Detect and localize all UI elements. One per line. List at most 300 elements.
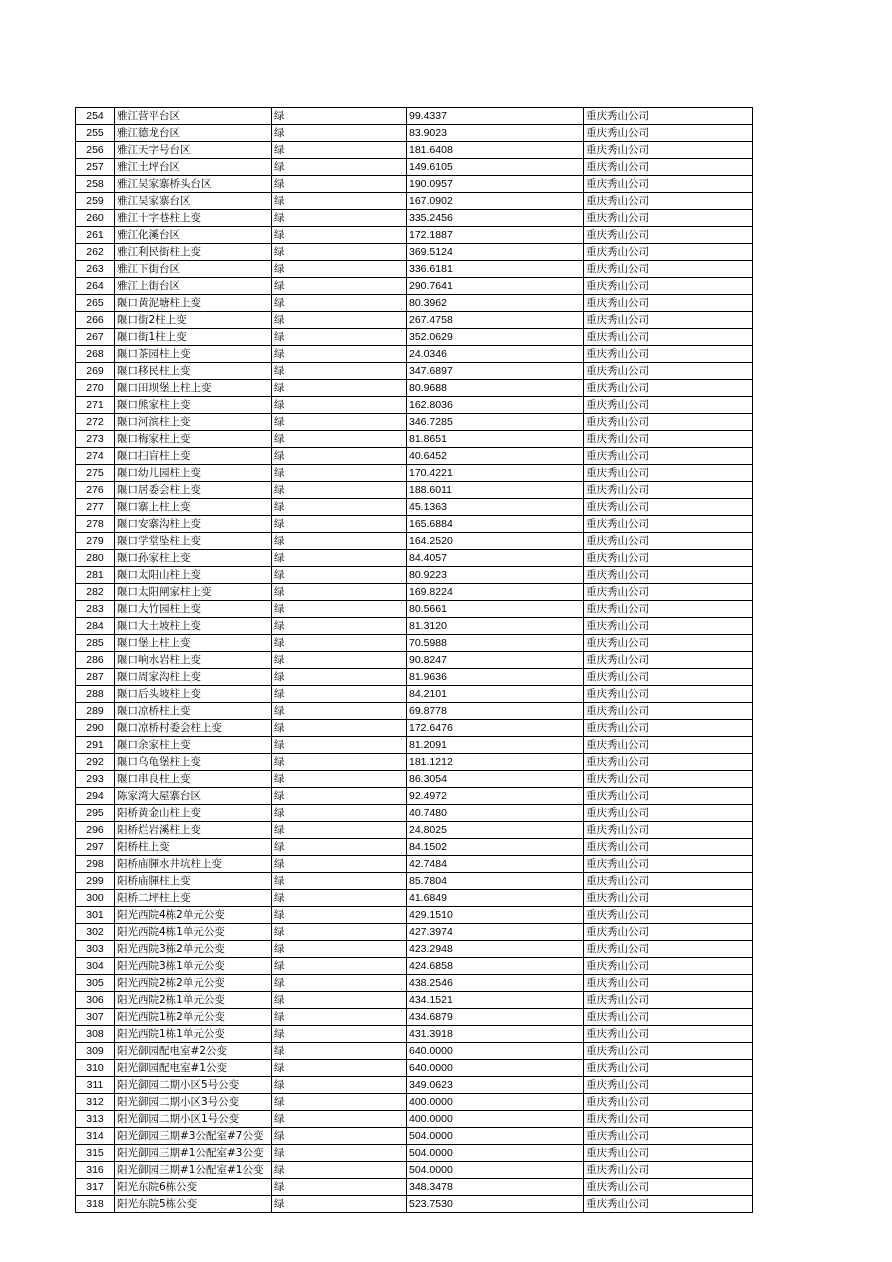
table-cell: 268 [76, 346, 115, 363]
table-row[interactable] [76, 635, 753, 652]
table-cell: 重庆秀山公司 [584, 652, 753, 669]
table-cell: 523.7530 [407, 1196, 584, 1213]
table-cell: 重庆秀山公司 [584, 907, 753, 924]
table-row[interactable] [76, 1162, 753, 1179]
table-row[interactable] [76, 278, 753, 295]
table-cell: 369.5124 [407, 244, 584, 261]
table-cell: 99.4337 [407, 108, 584, 125]
table-row[interactable] [76, 193, 753, 210]
table-row[interactable] [76, 737, 753, 754]
table-row[interactable] [76, 380, 753, 397]
table-row[interactable] [76, 958, 753, 975]
table-cell: 162.8036 [407, 397, 584, 414]
table-cell: 重庆秀山公司 [584, 584, 753, 601]
table-cell: 重庆秀山公司 [584, 533, 753, 550]
table-cell: 重庆秀山公司 [584, 448, 753, 465]
table-cell: 165.6884 [407, 516, 584, 533]
table-cell: 312 [76, 1094, 115, 1111]
table-cell: 重庆秀山公司 [584, 941, 753, 958]
table-cell: 284 [76, 618, 115, 635]
table-row[interactable] [76, 431, 753, 448]
table-row[interactable] [76, 788, 753, 805]
table-cell: 雅江十字巷柱上变 [115, 210, 272, 227]
table-cell: 重庆秀山公司 [584, 924, 753, 941]
table-cell: 雅江化溪台区 [115, 227, 272, 244]
table-cell: 重庆秀山公司 [584, 465, 753, 482]
table-cell: 重庆秀山公司 [584, 975, 753, 992]
table-cell: 绿 [272, 652, 407, 669]
table-cell: 310 [76, 1060, 115, 1077]
table-cell: 重庆秀山公司 [584, 159, 753, 176]
table-cell: 重庆秀山公司 [584, 499, 753, 516]
table-cell: 181.1212 [407, 754, 584, 771]
table-cell: 172.6476 [407, 720, 584, 737]
table-cell: 隁口梅家柱上变 [115, 431, 272, 448]
table-row[interactable] [76, 924, 753, 941]
table-row[interactable] [76, 669, 753, 686]
table-cell: 315 [76, 1145, 115, 1162]
table-row[interactable] [76, 686, 753, 703]
table-cell: 重庆秀山公司 [584, 754, 753, 771]
table-cell: 绿 [272, 1111, 407, 1128]
table-row[interactable] [76, 363, 753, 380]
table-row[interactable] [76, 1111, 753, 1128]
table-cell: 295 [76, 805, 115, 822]
table-cell: 重庆秀山公司 [584, 601, 753, 618]
table-cell: 84.4057 [407, 550, 584, 567]
table-row[interactable] [76, 533, 753, 550]
table-cell: 绿 [272, 839, 407, 856]
table-cell: 263 [76, 261, 115, 278]
table-cell: 291 [76, 737, 115, 754]
table-cell: 绿 [272, 176, 407, 193]
table-cell: 重庆秀山公司 [584, 1077, 753, 1094]
table-cell: 重庆秀山公司 [584, 363, 753, 380]
table-row[interactable] [76, 805, 753, 822]
table-cell: 绿 [272, 363, 407, 380]
table-row[interactable] [76, 414, 753, 431]
table-row[interactable] [76, 176, 753, 193]
table-cell: 绿 [272, 261, 407, 278]
table-row[interactable] [76, 822, 753, 839]
table-cell: 重庆秀山公司 [584, 737, 753, 754]
table-cell: 275 [76, 465, 115, 482]
table-row[interactable] [76, 1077, 753, 1094]
table-cell: 190.0957 [407, 176, 584, 193]
table-cell: 69.8778 [407, 703, 584, 720]
table-cell: 188.6011 [407, 482, 584, 499]
table-cell: 286 [76, 652, 115, 669]
table-cell: 336.6181 [407, 261, 584, 278]
table-row[interactable] [76, 975, 753, 992]
table-cell: 306 [76, 992, 115, 1009]
table-row[interactable] [76, 992, 753, 1009]
table-row[interactable] [76, 142, 753, 159]
table-cell: 阳光御园三期#1公配室#3公变 [115, 1145, 272, 1162]
table-cell: 272 [76, 414, 115, 431]
table-cell: 隁口后头坡柱上变 [115, 686, 272, 703]
table-cell: 264 [76, 278, 115, 295]
table-cell: 绿 [272, 584, 407, 601]
table-cell: 隁口凉桥柱上变 [115, 703, 272, 720]
table-cell: 438.2546 [407, 975, 584, 992]
table-cell: 24.0346 [407, 346, 584, 363]
table-row[interactable] [76, 482, 753, 499]
table-cell: 重庆秀山公司 [584, 567, 753, 584]
table-cell: 169.8224 [407, 584, 584, 601]
table-row[interactable] [76, 1196, 753, 1213]
table-cell: 重庆秀山公司 [584, 142, 753, 159]
table-cell: 重庆秀山公司 [584, 771, 753, 788]
table-cell: 绿 [272, 312, 407, 329]
table-cell: 423.2948 [407, 941, 584, 958]
table-cell: 283 [76, 601, 115, 618]
table-row[interactable] [76, 567, 753, 584]
table-cell: 305 [76, 975, 115, 992]
table-cell: 294 [76, 788, 115, 805]
table-row[interactable] [76, 516, 753, 533]
table-cell: 重庆秀山公司 [584, 227, 753, 244]
table-row[interactable] [76, 261, 753, 278]
table-row[interactable] [76, 397, 753, 414]
table-row[interactable] [76, 1026, 753, 1043]
table-cell: 90.8247 [407, 652, 584, 669]
table-row[interactable] [76, 618, 753, 635]
table-cell: 309 [76, 1043, 115, 1060]
table-cell: 雅江土坪台区 [115, 159, 272, 176]
table-cell: 阳光西院4栋1单元公变 [115, 924, 272, 941]
table-row[interactable] [76, 1043, 753, 1060]
table-cell: 重庆秀山公司 [584, 1060, 753, 1077]
table-cell: 271 [76, 397, 115, 414]
table-cell: 262 [76, 244, 115, 261]
table-cell: 重庆秀山公司 [584, 822, 753, 839]
table-cell: 427.3974 [407, 924, 584, 941]
table-cell: 重庆秀山公司 [584, 890, 753, 907]
table-cell: 81.2091 [407, 737, 584, 754]
table-row[interactable] [76, 295, 753, 312]
table-cell: 隁口黄泥塘柱上变 [115, 295, 272, 312]
table-cell: 重庆秀山公司 [584, 992, 753, 1009]
table-row[interactable] [76, 329, 753, 346]
table-cell: 绿 [272, 278, 407, 295]
table-cell: 绿 [272, 618, 407, 635]
table-cell: 绿 [272, 958, 407, 975]
table-cell: 重庆秀山公司 [584, 1043, 753, 1060]
table-cell: 雅江德龙台区 [115, 125, 272, 142]
table-cell: 300 [76, 890, 115, 907]
table-cell: 重庆秀山公司 [584, 635, 753, 652]
table-cell: 81.3120 [407, 618, 584, 635]
table-row[interactable] [76, 465, 753, 482]
table-cell: 隁口响水岩柱上变 [115, 652, 272, 669]
table-cell: 绿 [272, 465, 407, 482]
table-cell: 重庆秀山公司 [584, 550, 753, 567]
table-row[interactable] [76, 754, 753, 771]
table-row[interactable] [76, 601, 753, 618]
table-cell: 阳光御园三期#3公配室#7公变 [115, 1128, 272, 1145]
table-cell: 311 [76, 1077, 115, 1094]
table-cell: 400.0000 [407, 1111, 584, 1128]
table-cell: 255 [76, 125, 115, 142]
table-cell: 阳光御园配电室#1公变 [115, 1060, 272, 1077]
table-row[interactable] [76, 652, 753, 669]
table-cell: 重庆秀山公司 [584, 380, 753, 397]
table-cell: 80.3962 [407, 295, 584, 312]
table-row[interactable] [76, 1179, 753, 1196]
table-body [76, 108, 753, 1213]
table-cell: 隁口大土坡柱上变 [115, 618, 272, 635]
table-cell: 阳桥庙腪水井坑柱上变 [115, 856, 272, 873]
table-cell: 雅江吴家寨台区 [115, 193, 272, 210]
table-cell: 隁口串良柱上变 [115, 771, 272, 788]
table-cell: 重庆秀山公司 [584, 176, 753, 193]
table-row[interactable] [76, 1060, 753, 1077]
table-cell: 隁口熊家柱上变 [115, 397, 272, 414]
table-cell: 阳光御园二期小区1号公变 [115, 1111, 272, 1128]
table-cell: 绿 [272, 210, 407, 227]
table-cell: 隁口凉桥村委会柱上变 [115, 720, 272, 737]
table-cell: 阳光御园二期小区3号公变 [115, 1094, 272, 1111]
table-cell: 绿 [272, 295, 407, 312]
table-cell: 绿 [272, 329, 407, 346]
table-cell: 431.3918 [407, 1026, 584, 1043]
table-cell: 317 [76, 1179, 115, 1196]
table-cell: 绿 [272, 125, 407, 142]
table-cell: 254 [76, 108, 115, 125]
table-cell: 重庆秀山公司 [584, 618, 753, 635]
table-row[interactable] [76, 244, 753, 261]
table-cell: 重庆秀山公司 [584, 278, 753, 295]
table-row[interactable] [76, 210, 753, 227]
table-row[interactable] [76, 499, 753, 516]
table-cell: 绿 [272, 975, 407, 992]
table-cell: 299 [76, 873, 115, 890]
table-cell: 重庆秀山公司 [584, 295, 753, 312]
table-row[interactable] [76, 703, 753, 720]
table-cell: 绿 [272, 1128, 407, 1145]
table-cell: 重庆秀山公司 [584, 431, 753, 448]
table-cell: 隁口堡上柱上变 [115, 635, 272, 652]
table-row[interactable] [76, 312, 753, 329]
table-cell: 42.7484 [407, 856, 584, 873]
table-cell: 绿 [272, 516, 407, 533]
table-cell: 雅江下街台区 [115, 261, 272, 278]
table-cell: 260 [76, 210, 115, 227]
table-cell: 40.6452 [407, 448, 584, 465]
table-row[interactable] [76, 907, 753, 924]
table-cell: 81.8651 [407, 431, 584, 448]
table-cell: 绿 [272, 907, 407, 924]
table-row[interactable] [76, 890, 753, 907]
table-cell: 285 [76, 635, 115, 652]
table-cell: 重庆秀山公司 [584, 397, 753, 414]
table-cell: 41.6849 [407, 890, 584, 907]
table-cell: 424.6858 [407, 958, 584, 975]
table-cell: 重庆秀山公司 [584, 312, 753, 329]
table-cell: 167.0902 [407, 193, 584, 210]
table-cell: 绿 [272, 380, 407, 397]
table-cell: 重庆秀山公司 [584, 193, 753, 210]
table-cell: 257 [76, 159, 115, 176]
table-cell: 86.3054 [407, 771, 584, 788]
table-cell: 301 [76, 907, 115, 924]
table-cell: 重庆秀山公司 [584, 1196, 753, 1213]
table-cell: 阳桥柱上变 [115, 839, 272, 856]
table-cell: 重庆秀山公司 [584, 686, 753, 703]
table-cell: 293 [76, 771, 115, 788]
table-cell: 绿 [272, 346, 407, 363]
table-cell: 640.0000 [407, 1060, 584, 1077]
table-cell: 434.6879 [407, 1009, 584, 1026]
table-cell: 阳桥二坪柱上变 [115, 890, 272, 907]
table-cell: 重庆秀山公司 [584, 720, 753, 737]
table-cell: 绿 [272, 635, 407, 652]
table-row[interactable] [76, 941, 753, 958]
table-cell: 阳桥庙腪柱上变 [115, 873, 272, 890]
table-row[interactable] [76, 550, 753, 567]
table-cell: 270 [76, 380, 115, 397]
table-cell: 303 [76, 941, 115, 958]
table-row[interactable] [76, 1145, 753, 1162]
table-cell: 绿 [272, 1196, 407, 1213]
table-cell: 349.0623 [407, 1077, 584, 1094]
table-cell: 绿 [272, 669, 407, 686]
table-cell: 640.0000 [407, 1043, 584, 1060]
table-cell: 重庆秀山公司 [584, 1094, 753, 1111]
table-cell: 阳光御园配电室#2公变 [115, 1043, 272, 1060]
table-cell: 绿 [272, 924, 407, 941]
table-cell: 绿 [272, 227, 407, 244]
table-cell: 80.9223 [407, 567, 584, 584]
table-cell: 绿 [272, 754, 407, 771]
table-cell: 隁口余家柱上变 [115, 737, 272, 754]
table-cell: 隁口街1柱上变 [115, 329, 272, 346]
table-cell: 隁口居委会柱上变 [115, 482, 272, 499]
table-cell: 277 [76, 499, 115, 516]
table-cell: 绿 [272, 482, 407, 499]
table-cell: 149.6105 [407, 159, 584, 176]
table-cell: 282 [76, 584, 115, 601]
table-cell: 266 [76, 312, 115, 329]
table-cell: 40.7480 [407, 805, 584, 822]
table-cell: 重庆秀山公司 [584, 244, 753, 261]
table-cell: 重庆秀山公司 [584, 482, 753, 499]
table-cell: 绿 [272, 1026, 407, 1043]
table-cell: 274 [76, 448, 115, 465]
table-row[interactable] [76, 1094, 753, 1111]
table-row[interactable] [76, 159, 753, 176]
table-cell: 重庆秀山公司 [584, 839, 753, 856]
table-cell: 80.5661 [407, 601, 584, 618]
table-cell: 重庆秀山公司 [584, 125, 753, 142]
table-row[interactable] [76, 839, 753, 856]
table-cell: 290.7641 [407, 278, 584, 295]
table-cell: 绿 [272, 414, 407, 431]
table-row[interactable] [76, 873, 753, 890]
table-cell: 绿 [272, 1060, 407, 1077]
table-cell: 297 [76, 839, 115, 856]
table-cell: 85.7804 [407, 873, 584, 890]
table-cell: 绿 [272, 941, 407, 958]
table-cell: 429.1510 [407, 907, 584, 924]
table-cell: 289 [76, 703, 115, 720]
table-cell: 313 [76, 1111, 115, 1128]
table-cell: 81.9636 [407, 669, 584, 686]
table-cell: 绿 [272, 1009, 407, 1026]
table-cell: 278 [76, 516, 115, 533]
table-cell: 92.4972 [407, 788, 584, 805]
table-cell: 绿 [272, 142, 407, 159]
table-row[interactable] [76, 448, 753, 465]
table-cell: 504.0000 [407, 1145, 584, 1162]
table-row[interactable] [76, 227, 753, 244]
table-cell: 重庆秀山公司 [584, 669, 753, 686]
table-cell: 绿 [272, 431, 407, 448]
table-row[interactable] [76, 584, 753, 601]
table-cell: 阳光西院4栋2单元公变 [115, 907, 272, 924]
table-row[interactable] [76, 125, 753, 142]
table-cell: 164.2520 [407, 533, 584, 550]
table-cell: 298 [76, 856, 115, 873]
table-cell: 雅江吴家寨桥头台区 [115, 176, 272, 193]
table-cell: 重庆秀山公司 [584, 414, 753, 431]
table-row[interactable] [76, 720, 753, 737]
table-cell: 重庆秀山公司 [584, 1111, 753, 1128]
table-cell: 265 [76, 295, 115, 312]
table-cell: 267 [76, 329, 115, 346]
table-cell: 24.8025 [407, 822, 584, 839]
table-cell: 绿 [272, 890, 407, 907]
table-cell: 雅江上街台区 [115, 278, 272, 295]
table-cell: 绿 [272, 686, 407, 703]
table-cell: 重庆秀山公司 [584, 1162, 753, 1179]
table-cell: 280 [76, 550, 115, 567]
data-table-container [75, 107, 727, 1213]
table-cell: 绿 [272, 737, 407, 754]
table-row[interactable] [76, 856, 753, 873]
table-cell: 隁口学堂坠柱上变 [115, 533, 272, 550]
table-cell: 267.4758 [407, 312, 584, 329]
table-cell: 84.1502 [407, 839, 584, 856]
table-row[interactable] [76, 1128, 753, 1145]
table-cell: 302 [76, 924, 115, 941]
table-cell: 隁口扫盲柱上变 [115, 448, 272, 465]
table-cell: 绿 [272, 193, 407, 210]
table-row[interactable] [76, 771, 753, 788]
table-cell: 阳光西院3栋2单元公变 [115, 941, 272, 958]
table-cell: 绿 [272, 550, 407, 567]
table-cell: 隁口寨上柱上变 [115, 499, 272, 516]
table-cell: 400.0000 [407, 1094, 584, 1111]
table-cell: 重庆秀山公司 [584, 958, 753, 975]
table-cell: 绿 [272, 533, 407, 550]
table-cell: 256 [76, 142, 115, 159]
table-cell: 504.0000 [407, 1162, 584, 1179]
table-row[interactable] [76, 108, 753, 125]
table-cell: 绿 [272, 771, 407, 788]
table-cell: 隁口孙家柱上变 [115, 550, 272, 567]
table-row[interactable] [76, 346, 753, 363]
table-cell: 307 [76, 1009, 115, 1026]
table-cell: 292 [76, 754, 115, 771]
table-row[interactable] [76, 1009, 753, 1026]
table-cell: 重庆秀山公司 [584, 873, 753, 890]
table-cell: 绿 [272, 822, 407, 839]
table-cell: 346.7285 [407, 414, 584, 431]
table-cell: 45.1363 [407, 499, 584, 516]
table-cell: 170.4221 [407, 465, 584, 482]
